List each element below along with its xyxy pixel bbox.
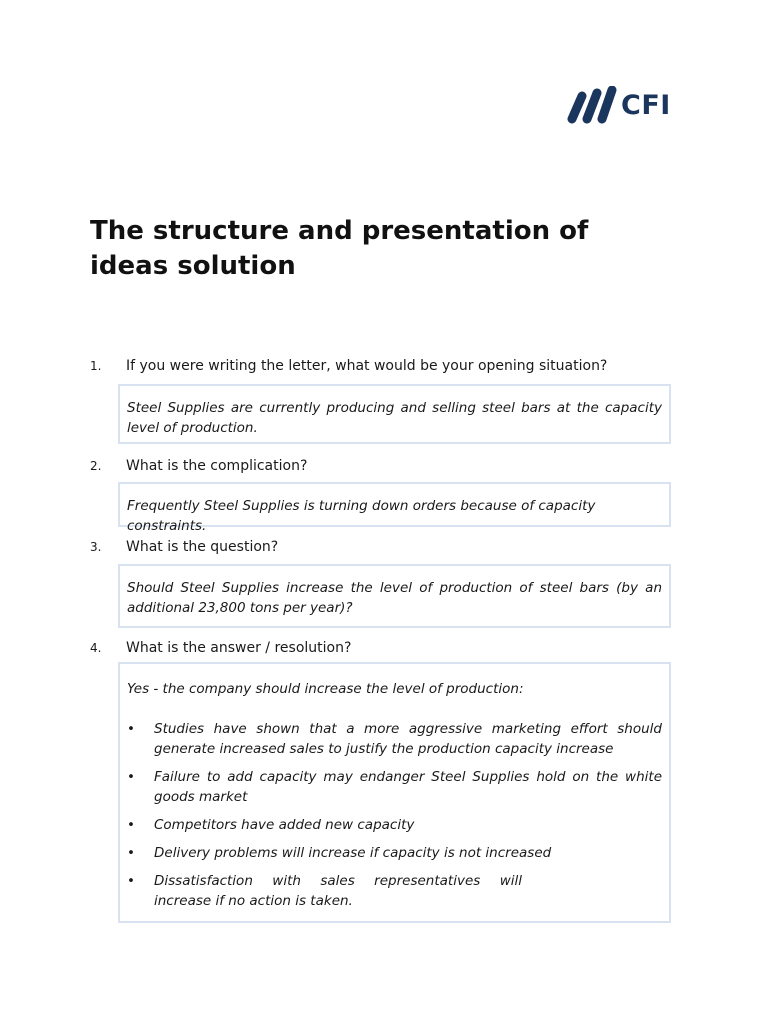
bullet-icon: • bbox=[127, 769, 135, 785]
answer-box-4 bbox=[118, 662, 671, 923]
question-number: 1. bbox=[90, 359, 102, 373]
question-number: 4. bbox=[90, 641, 102, 655]
question-2 bbox=[90, 456, 690, 476]
answer-intro: Yes - the company should increase the level of production: bbox=[127, 681, 524, 697]
question-text: What is the complication? bbox=[126, 458, 308, 474]
question-text: If you were writing the letter, what would be your opening situation? bbox=[126, 358, 608, 374]
answer-bullet-list bbox=[127, 719, 662, 911]
bullet-icon: • bbox=[127, 845, 135, 861]
answer-box-3 bbox=[118, 564, 671, 628]
question-text: What is the answer / resolution? bbox=[126, 640, 352, 656]
bullet-icon: • bbox=[127, 873, 135, 889]
list-item bbox=[127, 843, 662, 863]
bullet-text: Competitors have added new capacity bbox=[154, 817, 415, 833]
question-number: 3. bbox=[90, 540, 102, 554]
cfi-stripes-icon bbox=[562, 86, 618, 124]
answer-text: Frequently Steel Supplies is turning down orders because of capacity constraints. bbox=[127, 498, 596, 534]
question-3 bbox=[90, 537, 690, 557]
list-item bbox=[127, 871, 522, 911]
bullet-text: Delivery problems will increase if capacity is not increased bbox=[154, 845, 552, 861]
bullet-icon: • bbox=[127, 721, 135, 737]
bullet-text: Studies have shown that a more aggressive marketing effort should generate increased sales to justify the production capacity increase bbox=[154, 721, 662, 757]
question-number: 2. bbox=[90, 459, 102, 473]
bullet-icon: • bbox=[127, 817, 135, 833]
question-4 bbox=[90, 638, 690, 658]
question-text: What is the question? bbox=[126, 539, 279, 555]
question-1 bbox=[90, 356, 690, 376]
cfi-logo bbox=[562, 86, 671, 124]
list-item bbox=[127, 767, 662, 807]
page-title: The structure and presentation of ideas solution bbox=[90, 216, 589, 281]
bullet-text: Failure to add capacity may endanger Steel Supplies hold on the white goods market bbox=[154, 769, 662, 805]
logo-text: CFI bbox=[621, 89, 671, 121]
answer-text: Should Steel Supplies increase the level of production of steel bars (by an additional 23,800 tons per year)? bbox=[127, 580, 662, 616]
answer-box-2 bbox=[118, 482, 671, 534]
answer-text: Steel Supplies are currently producing and selling steel bars at the capacity level of production. bbox=[127, 400, 662, 436]
list-item bbox=[127, 719, 662, 759]
answer-box-1 bbox=[118, 384, 671, 444]
bullet-text: Dissatisfaction with sales representatives will increase if no action is taken. bbox=[154, 873, 522, 909]
list-item bbox=[127, 815, 662, 835]
